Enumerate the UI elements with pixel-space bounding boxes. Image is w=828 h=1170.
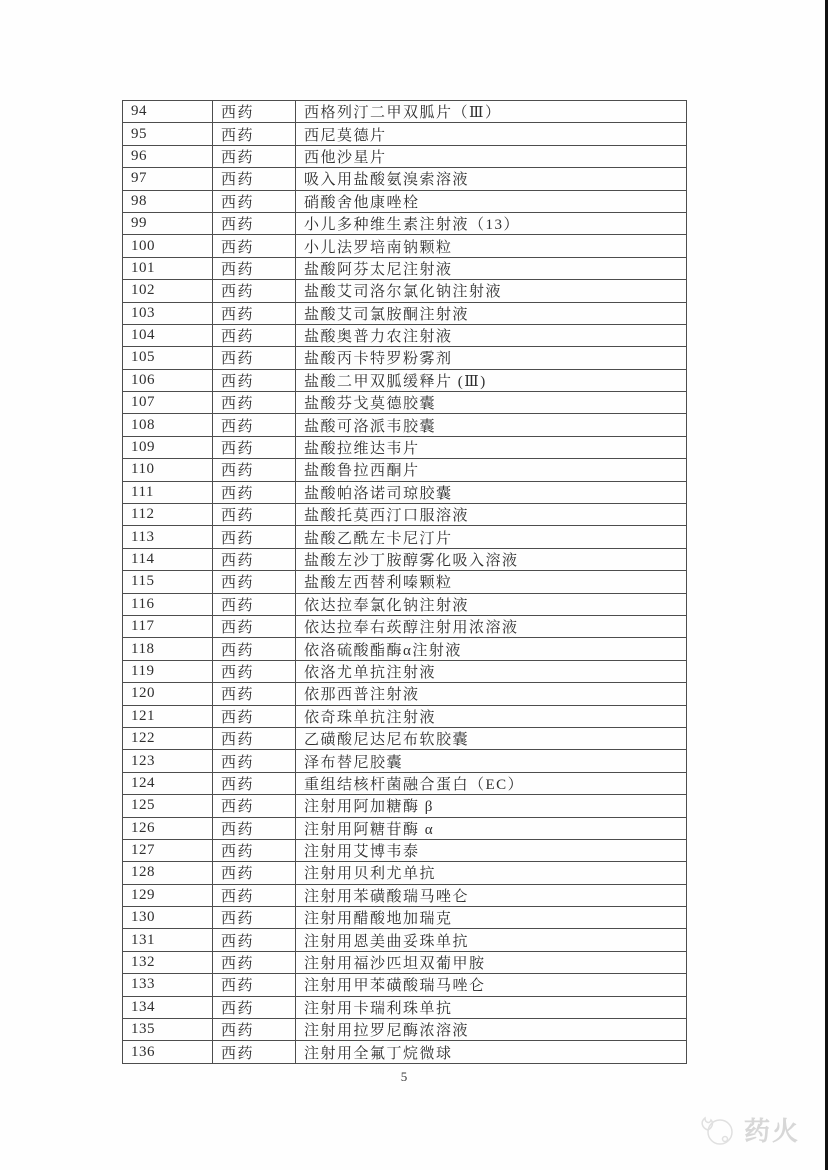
row-number-cell: 122 [123, 727, 213, 749]
row-number-cell: 112 [123, 504, 213, 526]
table-row [123, 302, 687, 324]
row-number-cell: 127 [123, 839, 213, 861]
row-number-cell: 117 [123, 615, 213, 637]
category-cell: 西药 [213, 1019, 296, 1041]
row-number-cell: 133 [123, 974, 213, 996]
drug-table-body [123, 101, 687, 1064]
table-row [123, 324, 687, 346]
table-row [123, 212, 687, 234]
category-cell: 西药 [213, 257, 296, 279]
drug-name-cell: 注射用福沙匹坦双葡甲胺 [296, 951, 687, 973]
row-number-cell: 96 [123, 145, 213, 167]
category-cell: 西药 [213, 615, 296, 637]
category-cell: 西药 [213, 347, 296, 369]
row-number-cell: 123 [123, 750, 213, 772]
row-number-cell: 100 [123, 235, 213, 257]
category-cell: 西药 [213, 974, 296, 996]
table-row [123, 101, 687, 123]
category-cell: 西药 [213, 481, 296, 503]
row-number-cell: 126 [123, 817, 213, 839]
drug-name-cell: 西格列汀二甲双胍片（Ⅲ） [296, 101, 687, 123]
drug-name-cell: 小儿多种维生素注射液（13） [296, 212, 687, 234]
category-cell: 西药 [213, 951, 296, 973]
row-number-cell: 106 [123, 369, 213, 391]
row-number-cell: 128 [123, 862, 213, 884]
drug-name-cell: 盐酸阿芬太尼注射液 [296, 257, 687, 279]
drug-table [122, 100, 687, 1064]
row-number-cell: 114 [123, 548, 213, 570]
row-number-cell: 119 [123, 660, 213, 682]
table-row [123, 929, 687, 951]
category-cell: 西药 [213, 190, 296, 212]
drug-name-cell: 依达拉奉氯化钠注射液 [296, 593, 687, 615]
row-number-cell: 116 [123, 593, 213, 615]
category-cell: 西药 [213, 907, 296, 929]
drug-name-cell: 盐酸丙卡特罗粉雾剂 [296, 347, 687, 369]
drug-name-cell: 注射用卡瑞利珠单抗 [296, 996, 687, 1018]
category-cell: 西药 [213, 459, 296, 481]
category-cell: 西药 [213, 123, 296, 145]
row-number-cell: 110 [123, 459, 213, 481]
row-number-cell: 95 [123, 123, 213, 145]
drug-name-cell: 盐酸左西替利嗪颗粒 [296, 571, 687, 593]
drug-name-cell: 盐酸鲁拉西酮片 [296, 459, 687, 481]
table-row [123, 750, 687, 772]
drug-name-cell: 注射用贝利尤单抗 [296, 862, 687, 884]
table-row [123, 481, 687, 503]
row-number-cell: 135 [123, 1019, 213, 1041]
table-row [123, 392, 687, 414]
category-cell: 西药 [213, 839, 296, 861]
table-row [123, 817, 687, 839]
category-cell: 西药 [213, 817, 296, 839]
row-number-cell: 124 [123, 772, 213, 794]
row-number-cell: 125 [123, 795, 213, 817]
table-row [123, 839, 687, 861]
table-row [123, 705, 687, 727]
category-cell: 西药 [213, 235, 296, 257]
category-cell: 西药 [213, 571, 296, 593]
table-row [123, 436, 687, 458]
watermark [692, 1108, 800, 1150]
drug-name-cell: 注射用拉罗尼酶浓溶液 [296, 1019, 687, 1041]
drug-name-cell: 盐酸艾司氯胺酮注射液 [296, 302, 687, 324]
drug-name-cell: 重组结核杆菌融合蛋白（EC） [296, 772, 687, 794]
drug-name-cell: 西他沙星片 [296, 145, 687, 167]
drug-name-cell: 注射用苯磺酸瑞马唑仑 [296, 884, 687, 906]
category-cell: 西药 [213, 996, 296, 1018]
category-cell: 西药 [213, 504, 296, 526]
table-row [123, 504, 687, 526]
drug-name-cell: 硝酸舍他康唑栓 [296, 190, 687, 212]
row-number-cell: 129 [123, 884, 213, 906]
category-cell: 西药 [213, 929, 296, 951]
category-cell: 西药 [213, 884, 296, 906]
row-number-cell: 130 [123, 907, 213, 929]
drug-name-cell: 盐酸艾司洛尔氯化钠注射液 [296, 280, 687, 302]
category-cell: 西药 [213, 705, 296, 727]
category-cell: 西药 [213, 1041, 296, 1063]
drug-name-cell: 盐酸可洛派韦胶囊 [296, 414, 687, 436]
drug-name-cell: 注射用醋酸地加瑞克 [296, 907, 687, 929]
table-row [123, 168, 687, 190]
table-row [123, 459, 687, 481]
table-row [123, 123, 687, 145]
drug-name-cell: 盐酸左沙丁胺醇雾化吸入溶液 [296, 548, 687, 570]
row-number-cell: 107 [123, 392, 213, 414]
table-row [123, 996, 687, 1018]
drug-name-cell: 依奇珠单抗注射液 [296, 705, 687, 727]
drug-name-cell: 盐酸托莫西汀口服溶液 [296, 504, 687, 526]
table-row [123, 190, 687, 212]
table-row [123, 235, 687, 257]
drug-name-cell: 盐酸奥普力农注射液 [296, 324, 687, 346]
category-cell: 西药 [213, 548, 296, 570]
drug-name-cell: 泽布替尼胶囊 [296, 750, 687, 772]
drug-name-cell: 依洛尤单抗注射液 [296, 660, 687, 682]
row-number-cell: 103 [123, 302, 213, 324]
drug-name-cell: 注射用阿糖苷酶 α [296, 817, 687, 839]
row-number-cell: 109 [123, 436, 213, 458]
row-number-cell: 104 [123, 324, 213, 346]
drug-name-cell: 注射用全氟丁烷微球 [296, 1041, 687, 1063]
table-row [123, 280, 687, 302]
category-cell: 西药 [213, 638, 296, 660]
table-row [123, 593, 687, 615]
row-number-cell: 111 [123, 481, 213, 503]
table-row [123, 727, 687, 749]
row-number-cell: 99 [123, 212, 213, 234]
table-row [123, 526, 687, 548]
table-row [123, 1019, 687, 1041]
drug-name-cell: 注射用恩美曲妥珠单抗 [296, 929, 687, 951]
row-number-cell: 105 [123, 347, 213, 369]
drug-name-cell: 注射用艾博韦泰 [296, 839, 687, 861]
category-cell: 西药 [213, 772, 296, 794]
drug-name-cell: 盐酸二甲双胍缓释片 (Ⅲ) [296, 369, 687, 391]
row-number-cell: 94 [123, 101, 213, 123]
table-row [123, 683, 687, 705]
row-number-cell: 101 [123, 257, 213, 279]
category-cell: 西药 [213, 369, 296, 391]
category-cell: 西药 [213, 212, 296, 234]
row-number-cell: 136 [123, 1041, 213, 1063]
yaohuo-logo-icon [692, 1108, 740, 1150]
category-cell: 西药 [213, 593, 296, 615]
drug-name-cell: 吸入用盐酸氨溴索溶液 [296, 168, 687, 190]
row-number-cell: 108 [123, 414, 213, 436]
drug-name-cell: 依达拉奉右莰醇注射用浓溶液 [296, 615, 687, 637]
category-cell: 西药 [213, 280, 296, 302]
page-number: 5 [400, 1069, 408, 1084]
drug-name-cell: 乙磺酸尼达尼布软胶囊 [296, 727, 687, 749]
row-number-cell: 121 [123, 705, 213, 727]
drug-name-cell: 小儿法罗培南钠颗粒 [296, 235, 687, 257]
row-number-cell: 115 [123, 571, 213, 593]
row-number-cell: 98 [123, 190, 213, 212]
category-cell: 西药 [213, 862, 296, 884]
table-row [123, 1041, 687, 1063]
table-row [123, 660, 687, 682]
table-row [123, 772, 687, 794]
table-row [123, 369, 687, 391]
category-cell: 西药 [213, 795, 296, 817]
table-row [123, 974, 687, 996]
drug-name-cell: 注射用阿加糖酶 β [296, 795, 687, 817]
drug-name-cell: 依那西普注射液 [296, 683, 687, 705]
category-cell: 西药 [213, 145, 296, 167]
category-cell: 西药 [213, 101, 296, 123]
table-row [123, 257, 687, 279]
table-row [123, 548, 687, 570]
table-row [123, 145, 687, 167]
row-number-cell: 113 [123, 526, 213, 548]
row-number-cell: 132 [123, 951, 213, 973]
category-cell: 西药 [213, 324, 296, 346]
category-cell: 西药 [213, 436, 296, 458]
table-row [123, 414, 687, 436]
table-row [123, 795, 687, 817]
table-row [123, 951, 687, 973]
category-cell: 西药 [213, 750, 296, 772]
drug-name-cell: 盐酸帕洛诺司琼胶囊 [296, 481, 687, 503]
category-cell: 西药 [213, 683, 296, 705]
row-number-cell: 131 [123, 929, 213, 951]
drug-name-cell: 西尼莫德片 [296, 123, 687, 145]
row-number-cell: 120 [123, 683, 213, 705]
category-cell: 西药 [213, 660, 296, 682]
table-row [123, 615, 687, 637]
drug-name-cell: 盐酸芬戈莫德胶囊 [296, 392, 687, 414]
drug-name-cell: 盐酸乙酰左卡尼汀片 [296, 526, 687, 548]
category-cell: 西药 [213, 414, 296, 436]
category-cell: 西药 [213, 168, 296, 190]
drug-name-cell: 依洛硫酸酯酶α注射液 [296, 638, 687, 660]
table-row [123, 347, 687, 369]
table-row [123, 571, 687, 593]
category-cell: 西药 [213, 526, 296, 548]
table-row [123, 884, 687, 906]
row-number-cell: 118 [123, 638, 213, 660]
category-cell: 西药 [213, 392, 296, 414]
drug-name-cell: 注射用甲苯磺酸瑞马唑仑 [296, 974, 687, 996]
category-cell: 西药 [213, 302, 296, 324]
row-number-cell: 97 [123, 168, 213, 190]
table-row [123, 862, 687, 884]
category-cell: 西药 [213, 727, 296, 749]
row-number-cell: 134 [123, 996, 213, 1018]
drug-table-container [122, 100, 686, 1064]
table-row [123, 907, 687, 929]
table-row [123, 638, 687, 660]
row-number-cell: 102 [123, 280, 213, 302]
watermark-text: 药火 [743, 1116, 800, 1146]
drug-name-cell: 盐酸拉维达韦片 [296, 436, 687, 458]
